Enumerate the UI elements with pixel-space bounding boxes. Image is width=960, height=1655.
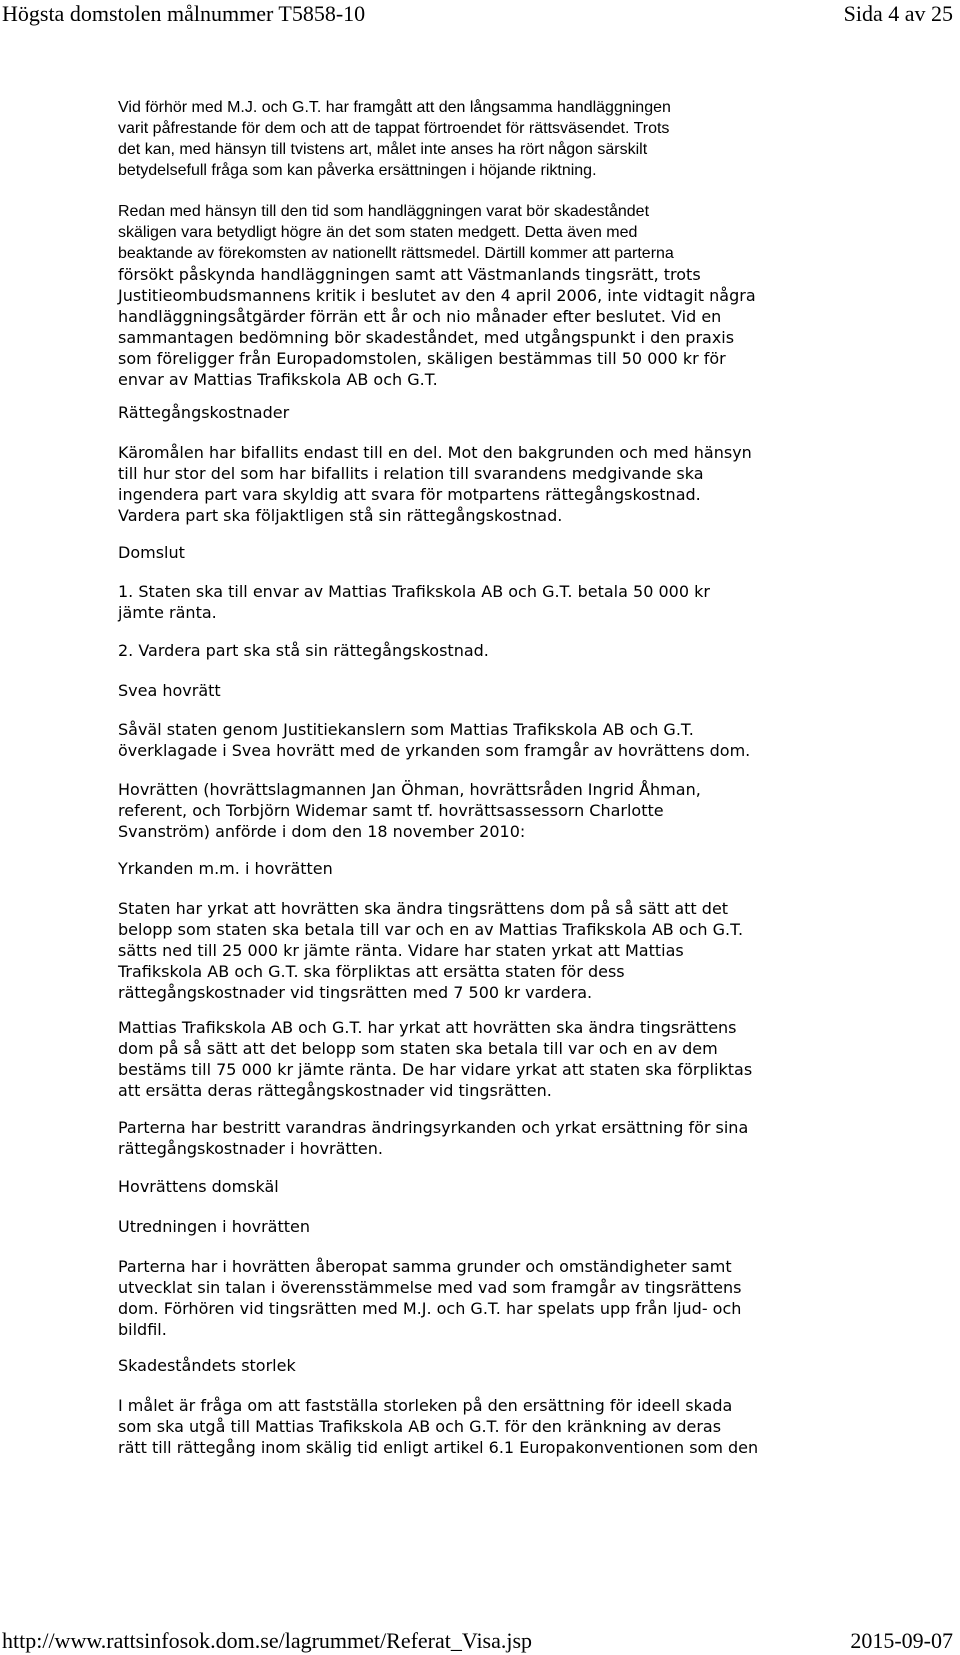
paragraph-damages-assessment	[118, 201, 756, 390]
text-line: Vid förhör med M.J. och G.T. har framgått att den långsamma handläggningen	[118, 99, 671, 116]
text-line: I målet är fråga om att fastställa storleken på den ersättning för ideell skada	[118, 1396, 733, 1415]
text-line: referent, och Torbjörn Widemar samt tf. hovrättsassessorn Charlotte	[118, 801, 664, 820]
paragraph-plaintiff-claims	[118, 1017, 752, 1101]
text-line: Parterna har i hovrätten åberopat samma grunder och omständigheter samt	[118, 1257, 732, 1276]
text-line: Svanström) anförde i dom den 18 november 2010:	[118, 822, 526, 841]
section-heading-yrkanden: Yrkanden m.m. i hovrätten	[118, 859, 333, 878]
text-line: rätt till rättegång inom skälig tid enligt artikel 6.1 Europakonventionen som den	[118, 1438, 759, 1457]
paragraph-costs	[118, 442, 752, 526]
paragraph-investigation	[118, 1256, 741, 1340]
text-line: bildfil.	[118, 1320, 167, 1339]
paragraph-ruling-2	[118, 640, 489, 661]
text-line: bestäms till 75 000 kr jämte ränta. De har vidare yrkat att staten ska förpliktas	[118, 1060, 753, 1079]
text-line: försökt påskynda handläggningen samt att Västmanlands tingsrätt, trots	[118, 265, 701, 284]
paragraph-damages-size	[118, 1395, 758, 1458]
text-line: jämte ränta.	[118, 603, 217, 622]
text-line: beaktande av förekomsten av nationellt rättsmedel. Därtill kommer att parterna	[118, 245, 674, 262]
page-footer-date: 2015-09-07	[850, 1628, 953, 1653]
paragraph-appeal	[118, 719, 750, 761]
text-line: rättegångskostnader i hovrätten.	[118, 1139, 383, 1158]
text-line: 1. Staten ska till envar av Mattias Trafikskola AB och G.T. betala 50 000 kr	[118, 582, 710, 601]
text-line: 2. Vardera part ska stå sin rättegångskostnad.	[118, 641, 489, 660]
text-line: som föreligger från Europadomstolen, skäligen bestämmas till 50 000 kr för	[118, 349, 726, 368]
text-line: skäligen vara betydligt högre än det som staten medgett. Detta även med	[118, 224, 638, 241]
section-heading-domslut: Domslut	[118, 543, 185, 562]
text-line: Vardera part ska följaktligen stå sin rättegångskostnad.	[118, 506, 563, 525]
text-line: belopp som staten ska betala till var och en av Mattias Trafikskola AB och G.T.	[118, 920, 744, 939]
text-line: det kan, med hänsyn till tvistens art, målet inte anses ha rört någon särskilt	[118, 141, 648, 158]
text-line: Justitieombudsmannens kritik i beslutet av den 4 april 2006, inte vidtagit några	[118, 286, 756, 305]
text-line: dom på så sätt att det belopp som staten ska betala till var och en av dem	[118, 1039, 718, 1058]
text-line: Mattias Trafikskola AB och G.T. har yrkat att hovrätten ska ändra tingsrättens	[118, 1018, 737, 1037]
text-line: handläggningsåtgärder förrän ett år och nio månader efter beslutet. Vid en	[118, 307, 722, 326]
text-line: ingendera part vara skyldig att svara för motpartens rättegångskostnad.	[118, 485, 701, 504]
text-line: Trafikskola AB och G.T. ska förpliktas att ersätta staten för dess	[118, 962, 625, 981]
page-footer-url: http://www.rattsinfosok.dom.se/lagrummet/Referat_Visa.jsp	[2, 1628, 533, 1653]
page-header-page-number: Sida 4 av 25	[843, 1, 953, 26]
text-line: rättegångskostnader vid tingsrätten med 7 500 kr vardera.	[118, 983, 593, 1002]
text-line: Redan med hänsyn till den tid som handläggningen varat bör skadeståndet	[118, 203, 650, 220]
text-line: som ska utgå till Mattias Trafikskola AB och G.T. för den kränkning av deras	[118, 1417, 722, 1436]
paragraph-court-composition	[118, 779, 701, 842]
text-line: Hovrätten (hovrättslagmannen Jan Öhman, hovrättsråden Ingrid Åhman,	[118, 780, 701, 799]
paragraph-disputes	[118, 1117, 748, 1159]
section-heading-hovrattens-domskal: Hovrättens domskäl	[118, 1177, 279, 1196]
text-line: dom. Förhören vid tingsrätten med M.J. och G.T. har spelats upp från ljud- och	[118, 1299, 742, 1318]
text-line: Staten har yrkat att hovrätten ska ändra tingsrättens dom på så sätt att det	[118, 899, 729, 918]
text-line: varit påfrestande för dem och att de tappat förtroendet för rättsväsendet. Trots	[118, 120, 670, 137]
text-line: sätts ned till 25 000 kr jämte ränta. Vidare har staten yrkat att Mattias	[118, 941, 684, 960]
text-line: att ersätta deras rättegångskostnader vid tingsrätten.	[118, 1081, 552, 1100]
paragraph-testimony	[118, 97, 671, 181]
text-line: till hur stor del som har bifallits i relation till svarandens medgivande ska	[118, 464, 704, 483]
section-heading-rattegangskostnader: Rättegångskostnader	[118, 403, 290, 422]
text-line: Parterna har bestritt varandras ändringsyrkanden och yrkat ersättning för sina	[118, 1118, 749, 1137]
text-line: överklagade i Svea hovrätt med de yrkanden som framgår av hovrättens dom.	[118, 741, 751, 760]
text-line: Käromålen har bifallits endast till en del. Mot den bakgrunden och med hänsyn	[118, 443, 752, 462]
page-header-title: Högsta domstolen målnummer T5858-10	[2, 1, 366, 26]
paragraph-ruling-1	[118, 581, 710, 623]
text-line: Såväl staten genom Justitiekanslern som Mattias Trafikskola AB och G.T.	[118, 720, 694, 739]
section-heading-skadestandets-storlek: Skadeståndets storlek	[118, 1356, 296, 1375]
paragraph-state-claims	[118, 898, 743, 1003]
text-line: utvecklat sin talan i överensstämmelse med vad som framgår av tingsrättens	[118, 1278, 742, 1297]
section-heading-utredningen: Utredningen i hovrätten	[118, 1217, 311, 1236]
text-line: sammantagen bedömning bör skadeståndet, med utgångspunkt i den praxis	[118, 328, 735, 347]
text-line: envar av Mattias Trafikskola AB och G.T.	[118, 370, 438, 389]
section-heading-svea-hovratt: Svea hovrätt	[118, 681, 221, 700]
text-line: betydelsefull fråga som kan påverka ersättningen i höjande riktning.	[118, 162, 597, 179]
